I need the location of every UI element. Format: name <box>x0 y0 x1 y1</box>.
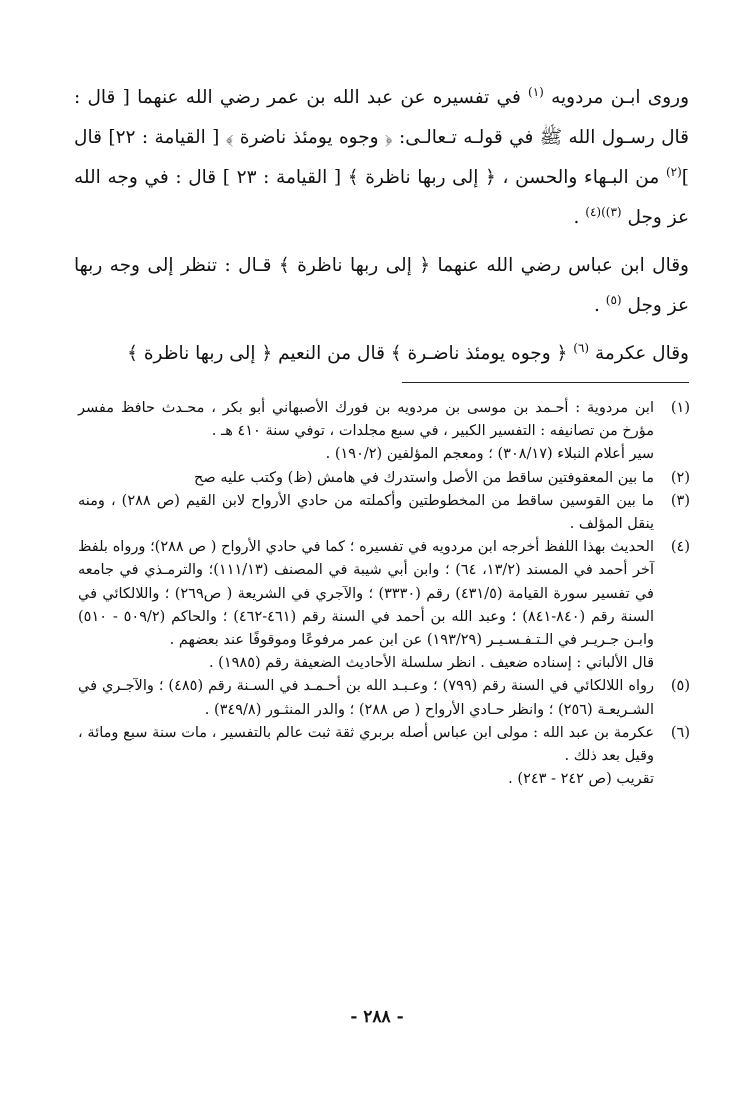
paragraph-text: وروى ابـن مردويه <box>543 87 690 108</box>
page-number: - ٢٨٨ - <box>350 1007 404 1027</box>
footnote-ref: (١) <box>528 84 544 99</box>
footnote-ref: (٥) <box>605 292 622 307</box>
paragraph-1 <box>74 78 689 238</box>
footnote-line: قال الألباني : إسناده ضعيف . انظر سلسلة الأحاديث الضعيفة رقم (١٩٨٥) . <box>208 655 654 672</box>
footnote-body <box>78 722 654 792</box>
footnote-separator <box>402 382 689 383</box>
footnote-body <box>78 675 654 721</box>
footnote-line: ما بين المعقوفتين ساقط من الأصل واستدرك في هامش (ظ) وكتب عليه صح <box>194 469 654 486</box>
footnote-4 <box>78 536 690 675</box>
main-text <box>74 78 689 382</box>
footnote-number: (٤) <box>670 539 690 556</box>
footnote-line: رواه اللالكائي في السنة رقم (٧٩٩) ؛ وعـبـد الله بن أحـمـد في السـنة رقم (٤٨٥) ؛ والآجـري في الشـريعـة (٢٥٦) ؛ وانظر حـادي الأرواح ( ص ٢٨٨) ؛ والدر المنثـور (٣٤٩/٨) . <box>78 678 655 718</box>
footnotes <box>78 397 690 791</box>
paragraph-end: . <box>594 295 606 316</box>
paragraph-2 <box>74 246 689 326</box>
footnote-ref: (٢) <box>665 164 682 179</box>
footnote-ref: (٦) <box>573 340 590 355</box>
footnote-line: تقريب (ص ٢٤٢ - ٢٤٣) . <box>508 771 654 788</box>
footnote-number: (١) <box>670 400 690 416</box>
paragraph-text: في تفسيره عن عبد الله بن عمر رضي الله عنهما [ قال : قال رسـول الله ﷺ في قولـه تـعالـى: ﴿ وجوه يومئذ ناضرة ﴾ [ القيامة : ٢٢] قال ] <box>74 87 689 188</box>
footnote-body <box>78 397 654 467</box>
paragraph-3 <box>74 334 689 374</box>
paragraph-text: وقال عكرمة <box>589 343 689 364</box>
footnote-ref: )(٤) <box>585 204 606 219</box>
paragraph-text: ﴿ وجوه يومئذ ناضـرة ﴾ قال من النعيم ﴿ إلى ربها ناظرة ﴾ <box>127 343 574 364</box>
footnote-6 <box>78 722 690 792</box>
footnote-5 <box>78 675 690 721</box>
footnote-line: عكرمة بن عبد الله : مولى ابن عباس أصله بربري ثقة ثبت عالم بالتفسير ، مات سنة سبع ومائة ، وقيل بعد ذلك . <box>78 724 654 765</box>
footnote-line: ما بين القوسين ساقط من المخطوطتين وأكملته من حادي الأرواح لابن القيم (ص ٢٨٨) ، ومنه ينقل المؤلف . <box>78 492 654 533</box>
footnote-3 <box>78 490 690 536</box>
paragraph-text: من البـهاء والحسن ، ﴿ إلى ربها ناظرة ﴾ [ القيامة : ٢٣ ] قال : في وجه الله عز وجل <box>74 167 689 228</box>
footnote-number: (٦) <box>670 724 690 741</box>
footnote-1 <box>78 397 690 467</box>
paragraph-text: وقال ابن عباس رضي الله عنهما ﴿ إلى ربها ناظرة ﴾ قـال : تنظر إلى وجه ربها عز وجل <box>74 255 689 316</box>
footnote-number: (٥) <box>670 678 690 695</box>
paragraph-end: . <box>573 207 586 228</box>
footnote-line: ابن مردوية : أحـمد بن موسى بن مردويه بن فورك الأصبهاني أبو بكر ، محـدث حافظ مفسر مؤرخ من تصانيفه : التفسير الكبير ، في سبع مجلدات ، توفي سنة ٤١٠ هـ . <box>78 400 654 440</box>
footnote-line: سير أعلام النبلاء (٣٠٨/١٧) ؛ ومعجم المؤلفين (١٩٠/٢) . <box>325 446 654 463</box>
footnote-2 <box>78 467 690 490</box>
footnote-body <box>78 536 654 675</box>
footnote-body <box>78 490 654 536</box>
footnote-number: (٣) <box>670 492 690 509</box>
footnote-line: الحديث بهذا اللفظ أخرجه ابن مردويه في تفسيره ؛ كما في حادي الأرواح ( ص ٢٨٨)؛ ورواه بلفظ آخر أحمد في المسند (١٣/٢، ٦٤) ؛ وابن أبي شيبة في المصنف (١١١/١٣)؛ والترمـذي في جامعه في تفسير سورة القيامة (٤٣١/٥) رقم (٣٣٣٠) ؛ والآجري في الشريعة ( ص٢٦٩) ؛ واللالكائي في السنة رقم (٨٤٠-٨٤١) ؛ وعبد الله بن أحمد في السنة رقم (٤٦١-٤٦٢) ؛ والحاكم (٥٠٩/٢ - ٥١٠) وابـن جـريـر في الـتـفـسـيـر (١٩٣/٢٩) عن ابن عمر مرفوعًا وموقوفًا عند بعضهم . <box>78 539 655 649</box>
footnote-number: (٢) <box>670 469 690 486</box>
footnote-body <box>78 467 654 490</box>
footnote-ref: (٣) <box>605 204 622 219</box>
